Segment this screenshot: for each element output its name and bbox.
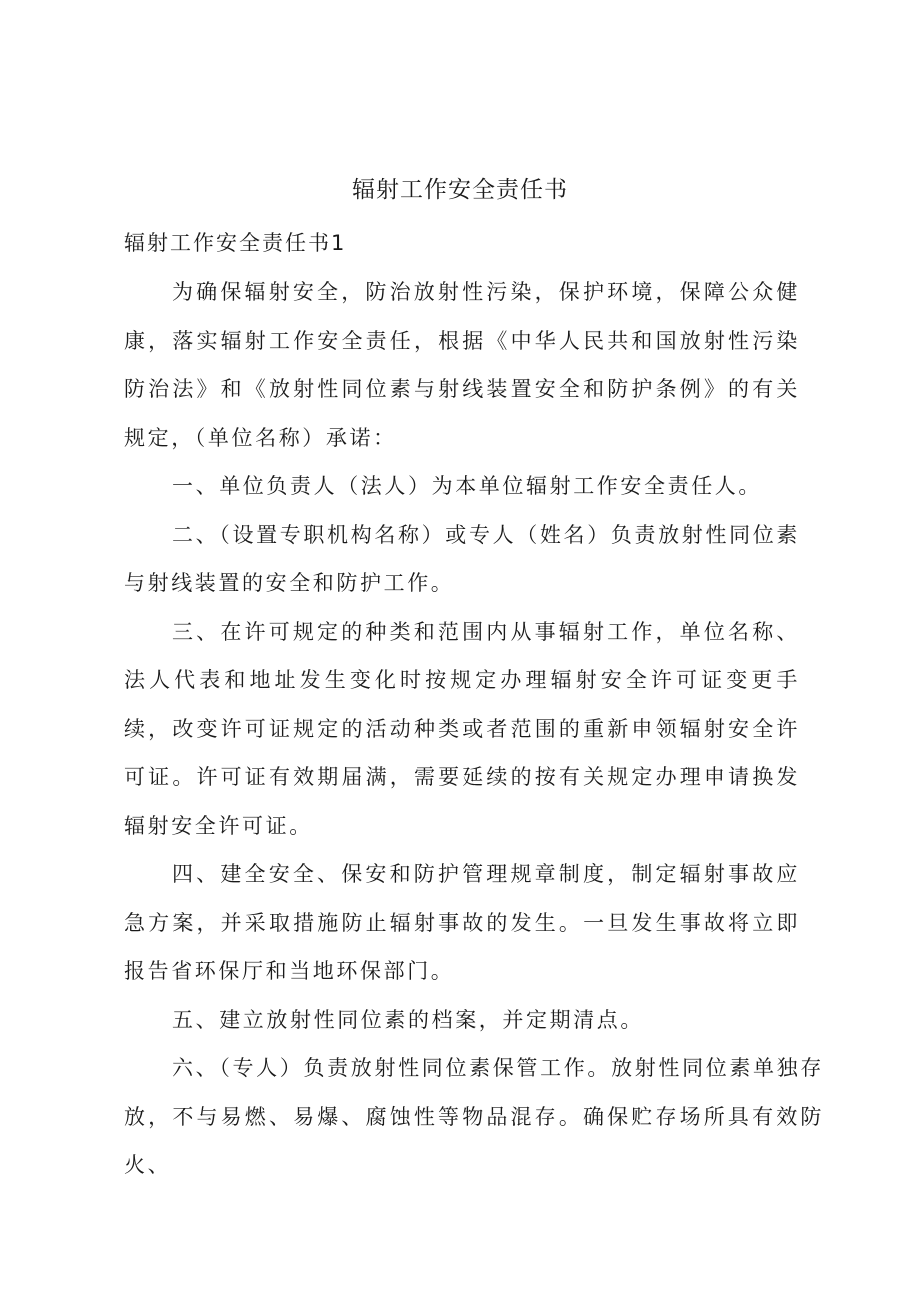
paragraph-item-5: 五、建立放射性同位素的档案，并定期清点。	[172, 1007, 644, 1032]
document-title: 辐射工作安全责任书	[352, 177, 568, 203]
paragraph-item-3: 三、在许可规定的种类和范围内从事辐射工作，单位名称、法人代表和地址发生变化时按规定办理辐射安全许可证变更手续，改变许可证规定的活动种类或者范围的重新申领辐射安全许可证。许可证有效期届满，需要延续的按有关规定办理申请换发辐射安全许可证。	[124, 619, 800, 838]
paragraph-item-1: 一、单位负责人（法人）为本单位辐射工作安全责任人。	[172, 474, 762, 498]
paragraph-item-6: 六、（专人）负责放射性同位素保管工作。放射性同位素单独存放，不与易燃、易爆、腐蚀性等物品混存。确保贮存场所具有效防火、	[124, 1056, 824, 1177]
document-subtitle: 辐射工作安全责任书1	[124, 231, 347, 255]
paragraph-item-4: 四、建全安全、保安和防护管理规章制度，制定辐射事故应急方案，并采取措施防止辐射事故的发生。一旦发生事故将立即报告省环保厅和当地环保部门。	[124, 862, 800, 983]
paragraph-intro: 为确保辐射安全，防治放射性污染，保护环境，保障公众健康，落实辐射工作安全责任，根据《中华人民共和国放射性污染防治法》和《放射性同位素与射线装置安全和防护条例》的有关规定，（单位名称）承诺：	[124, 280, 800, 450]
paragraph-item-2: 二、（设置专职机构名称）或专人（姓名）负责放射性同位素与射线装置的安全和防护工作。	[124, 522, 800, 595]
document-body	[124, 268, 824, 1190]
